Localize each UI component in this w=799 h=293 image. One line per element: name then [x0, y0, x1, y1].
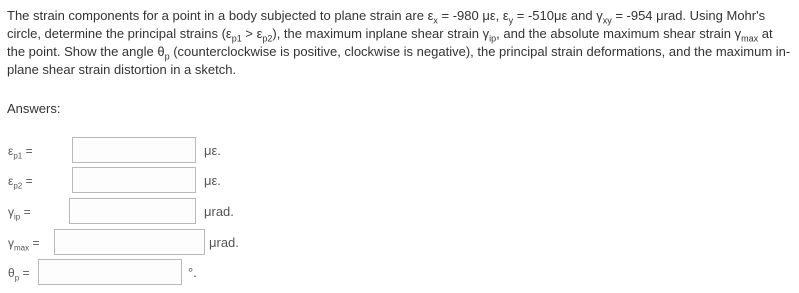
epsilon-p1-unit: με.: [204, 143, 221, 158]
answer-subscript: p2: [13, 181, 23, 191]
problem-statement: [7, 7, 792, 79]
gamma-ip-symbol: γ: [482, 26, 490, 41]
answer-label-theta-p: [8, 266, 30, 283]
answer-subscript: p1: [13, 151, 23, 161]
theta-p-symbol: θ: [157, 44, 165, 59]
epsilon-y-value: = -510με and: [513, 8, 597, 23]
answer-row-epsilon-p1: [8, 137, 248, 165]
answer-symbol: γ: [8, 205, 14, 219]
answer-equals: =: [19, 266, 30, 280]
epsilon-y-symbol: ε: [502, 8, 509, 23]
gamma-ip-input[interactable]: [69, 198, 196, 224]
epsilon-x-value: = -980 με,: [437, 8, 503, 23]
epsilon-p2-unit: με.: [204, 173, 221, 188]
theta-p-unit: °.: [188, 265, 197, 280]
answer-subscript: p: [14, 273, 20, 283]
epsilon-p1-input[interactable]: [72, 137, 196, 163]
gamma-max-symbol: γ: [734, 26, 742, 41]
gamma-xy-subscript: xy: [602, 15, 612, 26]
problem-text: The strain components for a point in a body subjected to plane strain are: [7, 8, 428, 23]
answer-symbol: γ: [8, 236, 14, 250]
gamma-max-subscript: max: [741, 33, 759, 44]
gamma-xy-value: = -954 μrad. Using Mohr's circle, determine the principal strains (: [7, 8, 766, 41]
answer-label-epsilon-p2: [8, 174, 33, 191]
answer-row-epsilon-p2: [8, 167, 248, 195]
answer-symbol: ε: [8, 144, 14, 158]
answer-equals: =: [29, 236, 40, 250]
answer-label-epsilon-p1: [8, 144, 33, 161]
answer-symbol: ε: [8, 174, 14, 188]
answer-symbol: θ: [8, 266, 15, 280]
problem-text: (counterclockwise is positive, clockwise is negative), the principal strain deformations, and the maximum in-plane shear strain distortion in a sketch.: [7, 44, 791, 77]
problem-text: at the point. Show the angle: [7, 26, 773, 59]
answer-equals: =: [20, 205, 31, 219]
answer-subscript: max: [14, 243, 30, 253]
epsilon-x-subscript: x: [433, 15, 438, 26]
answer-row-gamma-ip: [8, 198, 248, 226]
greater-than-text: >: [241, 26, 257, 41]
epsilon-p2-subscript: p2: [262, 33, 273, 44]
epsilon-p1-symbol: ε: [225, 26, 232, 41]
gamma-ip-subscript: ip: [489, 33, 497, 44]
gamma-xy-symbol: γ: [596, 8, 603, 23]
epsilon-p2-symbol: ε: [256, 26, 263, 41]
answer-equals: =: [22, 144, 33, 158]
answer-label-gamma-ip: [8, 205, 31, 222]
epsilon-x-symbol: ε: [427, 8, 434, 23]
gamma-ip-unit: μrad.: [204, 204, 234, 219]
answer-subscript: ip: [14, 212, 21, 222]
epsilon-p2-input[interactable]: [72, 167, 196, 193]
answer-row-gamma-max: [8, 229, 258, 257]
answers-label: Answers:: [7, 101, 61, 116]
gamma-max-unit: μrad.: [209, 235, 239, 250]
epsilon-p1-subscript: p1: [231, 33, 242, 44]
problem-text: ), the maximum inplane shear strain: [272, 26, 483, 41]
answer-row-theta-p: [8, 259, 248, 287]
epsilon-y-subscript: y: [508, 15, 514, 26]
theta-p-input[interactable]: [38, 259, 182, 285]
gamma-max-input[interactable]: [54, 229, 205, 255]
answer-label-gamma-max: [8, 236, 40, 253]
theta-p-subscript: p: [164, 51, 170, 62]
answer-equals: =: [22, 174, 33, 188]
problem-text: , and the absolute maximum shear strain: [496, 26, 735, 41]
